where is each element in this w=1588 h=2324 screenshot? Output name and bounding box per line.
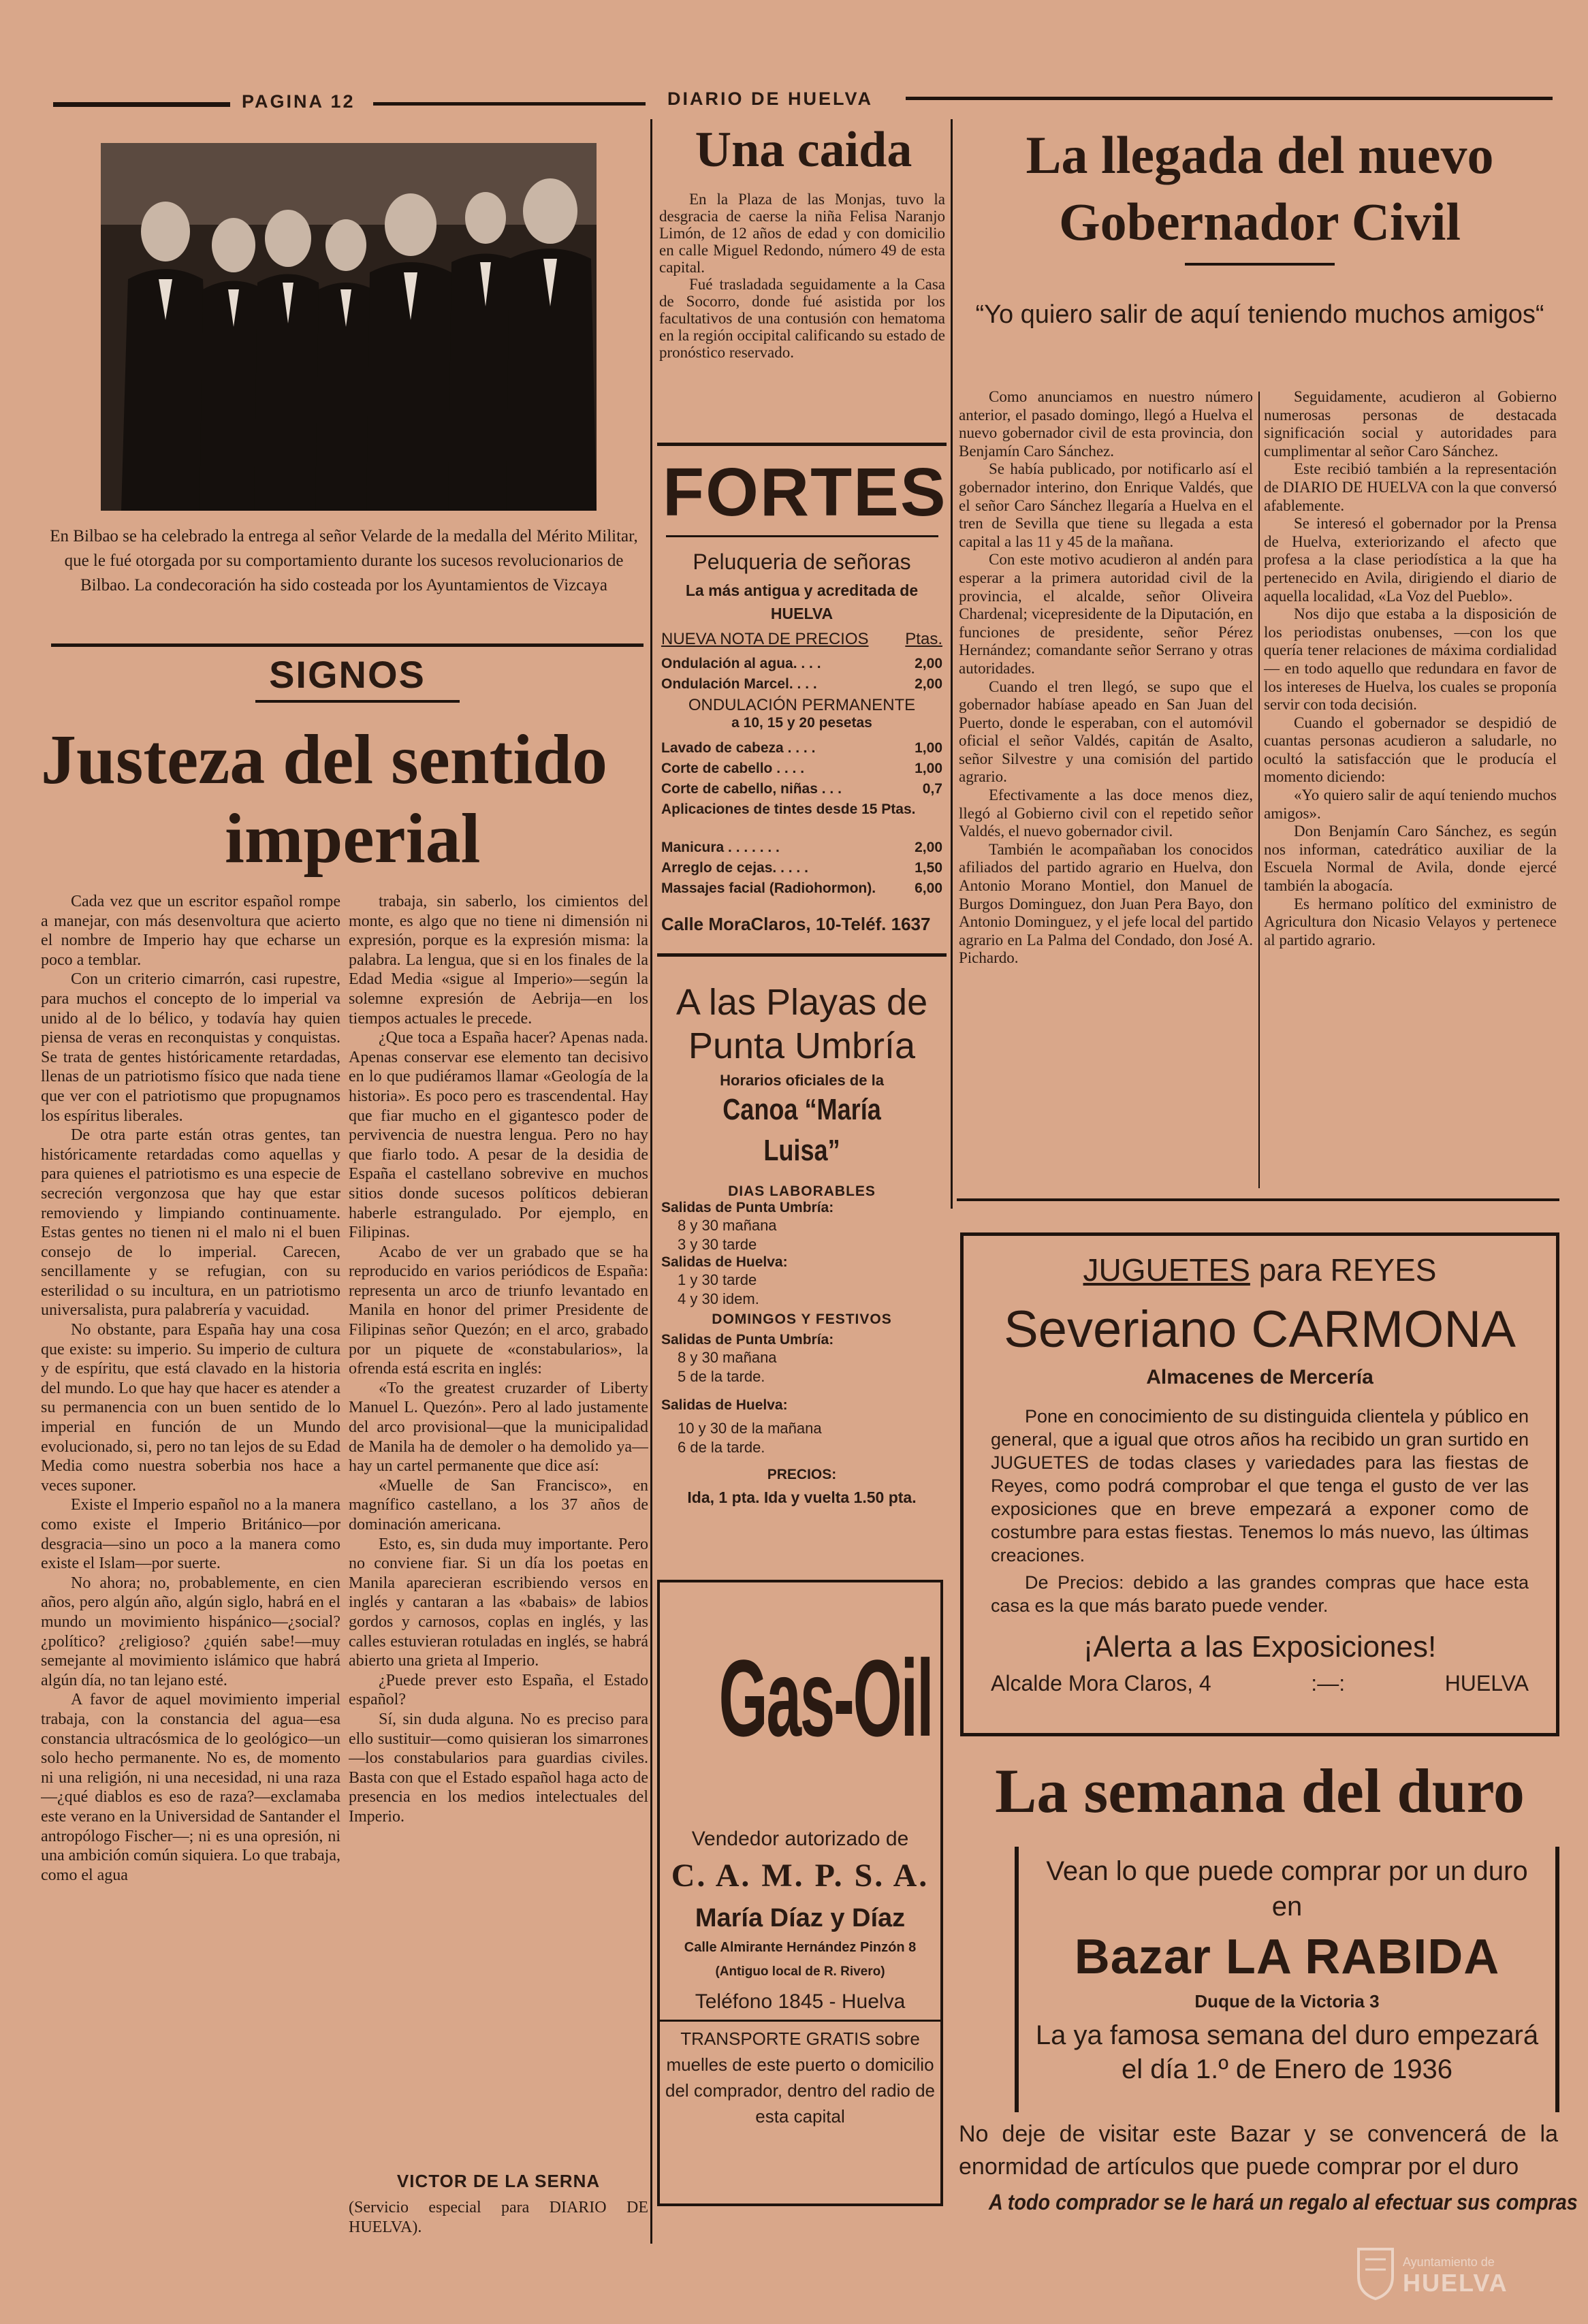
playas-prices-title: PRECIOS:: [767, 1467, 837, 1482]
fortes-price-item: [661, 878, 942, 899]
fortes-item-price: 1,00: [915, 740, 942, 756]
gobernador-bottom-rule: [957, 1198, 1559, 1201]
gasoil-address2: (Antiguo local de R. Rivero): [715, 1964, 885, 1979]
gobernador-paragraph: Don Benjamín Caro Sánchez, es según nos informan, catedrático auxiliar de la Escuela Normal de Avila, donde ejercé también la abogacía.: [1264, 823, 1557, 895]
headline-una-caida: Una caida: [695, 122, 912, 178]
signos-underline: [255, 700, 460, 703]
fortes-item-price: 1,00: [915, 761, 942, 776]
page-number: PAGINA 12: [242, 91, 355, 112]
gobernador-paragraph: Se interesó el gobernador por la Prensa de Huelva, exteriorizando el afecto que profesa a la clase periodística a la que ha pertenecido en Avila, dirigiendo el diario de aquella localidad, «La Voz del Pueblo».: [1264, 515, 1557, 605]
signos-footnote: (Servicio especial para DIARIO DE HUELVA).: [349, 2199, 648, 2236]
signos-paragraph: Esto, es, sin duda muy importante. Pero no conviene fiar. Si un día los poetas en Manila aparecieran escribiendo versos en inglés y cantaran a las «babais» de labios gordos y carnosos, coplas en inglés, y las calles estuvieran rotuladas en inglés, se habrá abierto una grieta al Imperio.: [349, 1535, 648, 1670]
newspaper-name: DIARIO DE HUELVA: [667, 89, 874, 109]
carmona-address-row: [964, 1669, 1556, 1698]
carmona-title-juguetes: JUGUETES: [1083, 1252, 1250, 1288]
playas-time: 3 y 30 tarde: [678, 1236, 757, 1253]
photo-caption: En Bilbao se ha celebrado la entrega al señor Velarde de la medalla del Mérito Militar, que le fué otorgada por su comportamiento durante los sucesos revolucionarios de Bilbao. La condecoración ha sido costeada por los Ayuntamientos de Vizcaya: [50, 527, 638, 594]
fortes-currency-header: Ptas.: [905, 630, 942, 648]
signos-paragraph: De otra parte están otras gentes, tan históricamente retardadas como aquellas y para quienes el patriotismo es una especie de secreción vergonzosa que hay que estar removiendo y limpiando continuamente. Estas gentes no tienen ni el malo ni el buen consejo de lo imperial. Carecen, sencillamente y se refugian, con su esterilidad o su incultura, en un patriotismo universalista, pura palabrería y vacuidad.: [41, 1126, 340, 1320]
fortes-item-name: Ondulación al agua. . . .: [661, 656, 821, 671]
fortes-item-price: 0,7: [922, 781, 942, 797]
fortes-price-header-label: NUEVA NOTA DE PRECIOS: [661, 630, 869, 648]
playas-weekdays-title: DIAS LABORABLES: [728, 1183, 876, 1199]
playas-departure-label: Salidas de Punta Umbría:: [661, 1332, 834, 1348]
signos-paragraph: «Muelle de San Francisco», en magnífico castellano, a los 37 años de dominación americana.: [349, 1476, 648, 1533]
fortes-list-b: [657, 738, 947, 820]
playas-time: 6 de la tarde.: [678, 1439, 765, 1456]
fortes-price-item: [661, 738, 942, 759]
playas-subtitle: Horarios oficiales de la: [720, 1072, 884, 1089]
header-rule-mid: [373, 102, 646, 106]
carmona-alert: ¡Alerta a las Exposiciones!: [1083, 1630, 1437, 1664]
gobernador-paragraph: Es hermano político del exministro de Agricultura don Nicasio Velayos y pertenece al partido agrario.: [1264, 895, 1557, 949]
watermark-line1: Ayuntamiento de: [1403, 2255, 1495, 2269]
headline-gobernador-line2: Gobernador Civil: [1058, 192, 1461, 251]
gasoil-address1: Calle Almirante Hernández Pinzón 8: [684, 1940, 917, 1955]
gasoil-ad-box: [657, 1580, 943, 2206]
signos-paragraph: Sí, sin duda alguna. No es preciso para ello sustituir—como quisieran los simarrones—los constabularios para guardias civiles. Basta con que el Estado español haga acto de presencia en los medios intelectuales del Imperio.: [349, 1710, 648, 1826]
gobernador-rule: [1185, 263, 1335, 266]
signos-paragraph: «To the greatest cruzarder of Liberty Manuel L. Quezón». Pero al lado justamente del arco provisional—que la municipalidad de Manila ha de demoler o ha demolido ya—hay un cartel permanente que dice así:: [349, 1379, 648, 1476]
carmona-title-reyes: para REYES: [1258, 1252, 1437, 1288]
carmona-separator: :—:: [1311, 1671, 1346, 1696]
gasoil-seller: María Díaz y Díaz: [695, 1904, 906, 1932]
semana-ad-box: [1015, 1847, 1559, 2112]
playas-title-line1: A las Playas de: [676, 982, 928, 1023]
fortes-permanent-prices: a 10, 15 y 20 pesetas: [731, 715, 872, 731]
signos-column-2: [349, 892, 648, 2165]
playas-departure-label: Salidas de Huelva:: [661, 1397, 788, 1413]
gobernador-paragraph: Se había publicado, por notificarlo así el gobernador interino, don Enrique Valdés, que el señor Caro Sánchez llegaría a Huelva en el tren de Sevilla que tiene su llegada a esta capital a las 11 y 45 de la mañana.: [959, 460, 1253, 550]
headline-semana-duro: La semana del duro: [995, 1756, 1525, 1826]
semana-footer: No deje de visitar este Bazar y se convencerá de la enormidad de artículos que puede comprar por el duro: [959, 2121, 1558, 2180]
section-title-signos: SIGNOS: [269, 653, 426, 696]
gobernador-column-rule: [1258, 392, 1260, 1188]
fortes-permanent-title: ONDULACIÓN PERMANENTE: [688, 696, 916, 714]
playas-time: 8 y 30 mañana: [678, 1349, 777, 1366]
fortes-address: Calle MoraClaros, 10-Teléf. 1637: [661, 914, 931, 934]
playas-title-line2: Punta Umbría: [688, 1025, 916, 1066]
fortes-price-item: [661, 858, 942, 878]
playas-departure-label: Salidas de Huelva:: [661, 1254, 788, 1270]
fortes-subtitle: Peluqueria de señoras: [693, 550, 911, 574]
headline-gobernador-line1: La llegada del nuevo: [1026, 125, 1494, 185]
gobernador-paragraph: Este recibió también a la representación de DIARIO DE HUELVA con la que conversó afablemente.: [1264, 460, 1557, 514]
gobernador-paragraph: Cuando el gobernador se despidió de cuantas personas acudieron a saludarle, no ocultó la satisfacción que le producía el momento diciendo:: [1264, 714, 1557, 786]
semana-bazar-name: Bazar LA RABIDA: [1074, 1930, 1500, 1984]
fortes-item-price: 1,50: [915, 860, 942, 876]
gobernador-paragraph: Efectivamente a las doce menos diez, llegó al Gobierno civil con el repetido señor Valdés, el nuevo gobernador civil.: [959, 786, 1253, 840]
carmona-body1: Pone en conocimiento de su distinguida clientela y público en general, que a igual que otros años ha recibido un gran surtido en JUGUETES de todas clases y variedades para las fiestas de Reyes, como podrá comprobar el que tenga el gusto de ver las exposiciones que en breve empezará a exponer como de costumbre para estas fiestas. Tenemos lo más nuevo, las últimas creaciones.: [991, 1406, 1529, 1565]
semana-gift: A todo comprador se le hará un regalo al efectuar sus compras: [989, 2190, 1578, 2214]
carmona-name: Severiano CARMONA: [1004, 1301, 1516, 1358]
gasoil-phone: Teléfono 1845 - Huelva: [695, 1990, 906, 2013]
header-rule-right: [906, 97, 1553, 100]
gobernador-paragraph: «Yo quiero salir de aquí teniendo muchos amigos».: [1264, 786, 1557, 822]
gobernador-paragraph: Como anunciamos en nuestro número anterior, el pasado domingo, llegó a Huelva el nuevo gobernador civil de esta provincia, don Benjamín Caro Sánchez.: [959, 388, 1253, 460]
semana-intro: Vean lo que puede comprar por un duro en: [1046, 1856, 1528, 1922]
signos-paragraph: ¿Que toca a España hacer? Apenas nada. Apenas conservar ese elemento tan decisivo en lo que pudiéramos llamar «Geología de la historia». Es poco pero es trascendental. Hay que fiar mucho en el gigantesco poder de pervivencia de nuestra lengua. Pero no hay que fiarlo todo. A pesar de la desidia de España el castellano sobrevive en muchos sitios donde sucesos políticos debieran haberle estrangulado. Por ejemplo, en Filipinas.: [349, 1029, 648, 1242]
playas-time: 4 y 30 idem.: [678, 1290, 759, 1307]
gobernador-column-1: [959, 388, 1253, 968]
semana-bazar-address: Duque de la Victoria 3: [1194, 1991, 1380, 2011]
huelva-watermark: [1355, 2240, 1559, 2308]
column-rule-1: [650, 119, 652, 2244]
playas-time: 8 y 30 mañana: [678, 1217, 777, 1234]
headline-justeza-line2: imperial: [225, 799, 481, 878]
gasoil-transport: TRANSPORTE GRATIS sobre muelles de este puerto o domicilio del comprador, dentro del radio de esta capital: [665, 2028, 936, 2127]
playas-boat-name: Canoa “María Luisa”: [722, 1093, 881, 1167]
fortes-price-header: [657, 629, 947, 650]
fortes-item-price: 2,00: [915, 656, 942, 671]
signos-paragraph: trabaja, sin saberlo, los cimientos del monte, es algo que no tiene ni dimensión ni expresión, porque es la expresión misma: la palabra. La lengua, que si en los finales de la Edad Media «sigue al Imperio»—según la solemne expresión de Aebrija—en los tiempos actuales le precede.: [349, 893, 648, 1028]
fortes-item-price: 2,00: [915, 676, 942, 692]
fortes-item-name: Lavado de cabeza . . . .: [661, 740, 816, 756]
una-caida-paragraph: En la Plaza de las Monjas, tuvo la desgracia de caerse la niña Felisa Naranjo Limón, de 12 años de edad y con domicilio en calle Miguel Redondo, número 49 de esta capital.: [659, 191, 945, 276]
fortes-list-a: [657, 654, 947, 695]
una-caida-paragraph: Fué trasladada seguidamente a la Casa de Socorro, donde fué asistida por los facultativos de una contusión con hematoma en la región occipital calificando su estado de pronóstico reservado.: [659, 276, 945, 361]
gobernador-paragraph: Cuando el tren llegó, se supo que el gobernador habíase apeado en San Juan del Puerto, donde le esperaban, con el automóvil oficial el señor Valdés, capitán de Asalto, señor Silvestre y una comisión del partido agrario.: [959, 678, 1253, 786]
gobernador-column-2: [1264, 388, 1557, 949]
header-rule-left: [53, 102, 230, 107]
carmona-subtitle: Almacenes de Mercería: [1146, 1366, 1373, 1388]
fortes-price-item: [661, 759, 942, 779]
fortes-item-price: 2,00: [915, 840, 942, 855]
fortes-item-name: Manicura . . . . . . .: [661, 840, 780, 855]
fortes-item-name: Arreglo de cejas. . . . .: [661, 860, 808, 876]
gobernador-paragraph: También le acompañaban los conocidos afiliados del partido agrario en Huelva, don Antonio Morano Montiel, don Manuel de Burgos Dominguez, don Juan Pera Bayo, don Antonio Dominguez, y el jefe local del partido agrario en La Palma del Condado, don José A. Pichardo.: [959, 840, 1253, 967]
signos-paragraph: Cada vez que un escritor español rompe a manejar, con más desenvoltura que acierto el nombre de Imperio hay que echarse un poco a temblar.: [41, 893, 340, 969]
una-caida-body: [659, 191, 945, 361]
gasoil-product: Gas-Oil: [718, 1637, 933, 1759]
signos-paragraph: Existe el Imperio español no a la manera como existe el Imperio Británico—por desgracia—sino un poco a la manera como existe el Islam—por suerte.: [41, 1496, 340, 1573]
playas-time: 10 y 30 de la mañana: [678, 1420, 822, 1437]
fortes-tagline: La más antigua y acreditada de HUELVA: [685, 582, 919, 622]
fortes-item-name: Massajes facial (Radiohormon).: [661, 880, 876, 896]
fortes-price-item: [661, 654, 942, 674]
playas-ad: [657, 981, 947, 1507]
signos-column-1: [41, 892, 340, 2227]
carmona-city: HUELVA: [1444, 1671, 1529, 1696]
watermark-line2: HUELVA: [1403, 2269, 1508, 2297]
fortes-list-c: [657, 838, 947, 899]
news-photo: [101, 143, 597, 511]
playas-prices: Ida, 1 pta. Ida y vuelta 1.50 pta.: [687, 1489, 917, 1506]
gasoil-campsa: C. A. M. P. S. A.: [671, 1858, 930, 1894]
fortes-price-item: [661, 674, 942, 695]
gasoil-rule: [660, 2020, 940, 2022]
playas-departure-label: Salidas de Punta Umbría:: [661, 1200, 834, 1215]
fortes-price-item: [661, 779, 942, 799]
fortes-price-item: [661, 838, 942, 858]
signos-paragraph: Con un criterio cimarrón, casi rupestre, para muchos el concepto de lo imperial va unido al de lo bélico, y todavía hay quien piensa de veras en reconquistas y conquistas. Se trata de gentes históricamente retardadas, llenas de un patriotismo físico que nada tiene que ver con el patriotismo que propugnamos los espíritus liberales.: [41, 970, 340, 1125]
group-portrait-image: [101, 143, 597, 511]
column-rule-2: [951, 119, 953, 1209]
fortes-price-item: [661, 799, 942, 820]
fortes-item-name: Ondulación Marcel. . . .: [661, 676, 817, 692]
semana-date-line: La ya famosa semana del duro empezará el día 1.º de Enero de 1936: [1035, 2020, 1539, 2084]
fortes-item-name: Aplicaciones de tintes desde 15 Ptas.: [661, 801, 916, 817]
fortes-item-name: Corte de cabello, niñas . . .: [661, 781, 842, 797]
carmona-title: [964, 1243, 1556, 1297]
signos-paragraph: Acabo de ver un grabado que se ha reproducido en varios periódicos de España: representa un arco de triunfo levantado en Manila en honor del primer Presidente de Filipinas señor Quezón; en el arco, grabado por un piquete de «constabularios», la ofrenda está escrita en inglés:: [349, 1243, 648, 1378]
fortes-bottom-rule: [657, 953, 947, 957]
signos-paragraph: No ahora; no, probablemente, en cien años, pero algún año, algún siglo, habrá en el mundo un movimiento hispánico—¿social? ¿político? ¿religioso? ¿quién sabe!—muy semejante al movimiento islámico que habrá algún día, no tan lejano esté.: [41, 1574, 340, 1689]
signos-paragraph: No obstante, para España hay una cosa que existe: su imperio. Su imperio de cultura y de espíritu, que está clavado en la historia del mundo. Lo que hay que hacer es atender a su permanencia con un buen sentido de lo imperial en función de un Mundo evolucionado, si, pero no tan lejos de su Edad Media como nuestra soberbia nos hace a veces suponer.: [41, 1321, 340, 1495]
fortes-rule: [666, 535, 938, 537]
carmona-ad: [960, 1232, 1559, 1736]
gobernador-paragraph: Con este motivo acudieron al andén para esperar a la primera autoridad civil de la provincia, el alcalde, señor Oliveira Chardenal; vicepresidente de la Diputación, en funciones de presidente, señor Pérez Hernández; comandante señor Serrano y otras autoridades.: [959, 551, 1253, 677]
carmona-address: Alcalde Mora Claros, 4: [991, 1671, 1211, 1696]
una-caida-rule: [657, 443, 947, 446]
gobernador-paragraph: Nos dijo que estaba a la disposición de los periodistas onubenses, —con los que quería tener relaciones de máxima cordialidad— en todo aquello que redundara en favor de los intereses de Huelva, los cuales se proponía servir con toda decisión.: [1264, 605, 1557, 714]
coat-of-arms-icon: [1355, 2246, 1396, 2300]
carmona-body2: De Precios: debido a las grandes compras que hace esta casa es la que más barato puede vender.: [991, 1572, 1529, 1616]
playas-time: 5 de la tarde.: [678, 1368, 765, 1385]
playas-holidays-title: DOMINGOS Y FESTIVOS: [712, 1311, 892, 1327]
headline-justeza-line1: Justeza del sentido: [41, 720, 607, 799]
gasoil-line1: Vendedor autorizado de: [691, 1828, 909, 1850]
signos-paragraph: ¿Puede prever esto España, el Estado español?: [349, 1671, 648, 1709]
fortes-ad: [657, 455, 947, 1010]
fortes-item-name: Corte de cabello . . . .: [661, 761, 805, 776]
playas-time: 1 y 30 tarde: [678, 1271, 757, 1288]
caption-rule: [51, 643, 644, 647]
fortes-item-price: 6,00: [915, 880, 942, 896]
gobernador-paragraph: Seguidamente, acudieron al Gobierno numerosas personas de destacada significación social y autoridades para cumplimentar al señor Caro Sánchez.: [1264, 388, 1557, 460]
signos-byline: VICTOR DE LA SERNA: [396, 2171, 601, 2191]
gobernador-quote: “Yo quiero salir de aquí teniendo muchos amigos“: [975, 300, 1544, 329]
signos-paragraph: A favor de aquel movimiento imperial trabaja, con la constancia del agua—esa constancia ultracósmica de lo geológico—un solo hecho permanente. No es, de momento ni una religión, ni una necesidad, ni una raza—¿qué diablos es eso de raza?—exclamaba este verano en la Universidad de Santander el antropólogo Fischer—; ni es una opresión, ni una ambición común siquiera. Lo que trabaja, como el agua: [41, 1691, 340, 1884]
fortes-brand: FORTES: [663, 454, 947, 530]
